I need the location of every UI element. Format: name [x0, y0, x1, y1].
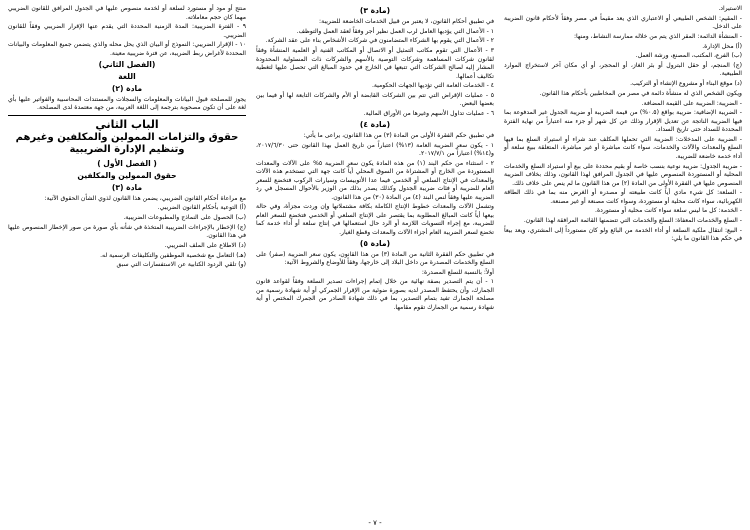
paragraph: (د) الاطلاع على الملف الضريبي.: [164, 241, 246, 249]
paragraph: الاستيراد.: [718, 5, 742, 12]
paragraph: - المنشأة الدائمة: المقر الذي يتم من خلاله ممارسة النشاط، ومنها:: [573, 32, 742, 40]
paragraph: يجوز للمصلحة قبول البيانات والمعلومات والسجلات والمستندات المحاسبية والفواتير عليها بأي لغة على أن تكون مصحوبة بترجمة إلى اللغة العربية، من جهة معتمدة لدى المصلحة.: [8, 95, 246, 112]
paragraph: (ب) الفرع، المكتب، المصنع، ورشة العمل.: [635, 52, 742, 60]
page-number: - ٧ -: [368, 519, 382, 527]
chapter-one-heading: ( الفصل الأول ): [97, 158, 157, 168]
paragraph: في تطبيق حكم الفقرة الأولى من المادة (٣) من هذا القانون، يراعى ما يأتي:: [303, 131, 494, 139]
paragraph: - الضريبة: الضريبة على القيمة المضافة.: [641, 99, 742, 107]
article-5-body: [256, 251, 494, 313]
paragraph: (ج) المنجم، أو حقل البترول أو بئر الغاز، أو المحجر، أو أي مكان آخر لاستخراج الموارد الطبيعية.: [504, 61, 742, 78]
article-2-body: [8, 96, 246, 113]
paragraph: (ب) الحصول على النماذج والمطبوعات الضريبية.: [123, 213, 246, 221]
paragraph: (هـ) التعامل مع شخصية الموظفين والتكليفات الرسمية له.: [100, 251, 246, 259]
paragraph: - الضريبة على المدخلات: الضريبة التي تحملها المكلف عند شراء أو استيراد السلع بما فيها السلع والمعدات والآلات والخدمات، سواء كانت مباشرة أو غير مباشرة، المتعلقة ببيع سلعة أو أداء خدمة خاضعة للضريبة.: [504, 135, 742, 160]
paragraph: ٢ - الأعمال التي يقوم بها الشركاء المتضامنون في شركات الأشخاص بناء على عقد الشركة.: [265, 37, 494, 45]
article-5-heading: (مادة ٥): [359, 238, 391, 248]
definitions-end: [8, 5, 246, 58]
paragraph: مع مراعاة أحكام القانون الضريبي، يضمن هذا القانون لذوي الشأن الحقوق الآتية:: [44, 194, 246, 202]
paragraph: ٣ - الأعمال التي تقوم مكاتب التمثيل أو الاتصال أو المكاتب الفنية أو العلمية المنشأة وفقاً لقانون شركات المساهمة وشركات التوصية بالأسهم والشركات ذات المسئولية المحدودة المشار إليه لصالح الشركات التي تتبعها في الخارج في حدود المبالغ التي تحصل عليها لتغطية تكاليف أعمالها.: [256, 47, 494, 80]
divider: [8, 115, 246, 116]
article-3-body: [256, 18, 494, 119]
paragraph: في تطبيق حكم الفقرة الثانية من المادة (٣) من هذا القانون، يكون سعر الضريبة (صفر) على السلع والخدمات المصدرة من داخل البلاد إلى خارجها، وفقاً للأوضاع والشروط الآتية:: [256, 250, 494, 267]
paragraph: منتج أو مود أو مستورد لسلعة أو لخدمة منصوص عليها في الجدول المرافق للقانون الضريبي مهما كان حجم معاملاته.: [8, 5, 246, 21]
column-right: [501, 4, 745, 516]
paragraph: (ج) الإخطار بالإجراءات الضريبية المتخذة في شأنه بأي صورة من صور الإخطار المنصوص عليها في هذا القانون.: [8, 223, 246, 240]
paragraph: - السلعة: كل شيء مادي أياً كانت طبيعته أو مصدره أو الغرض منه بما في ذلك الطاقة الكهربائية، سواء كانت محلية أو مستوردة، وسواء كانت مصنعة أو غير مصنعة.: [504, 189, 742, 205]
column-left: [5, 4, 249, 516]
paragraph: ويكون الشخص الذي له منشأة دائمة في مصر من المخاطبين بأحكام هذا القانون.: [539, 89, 742, 97]
paragraph: ٢ - استثناء من حكم البند (١) من هذه المادة يكون سعر الضريبة ٥% على الآلات والمعدات المستوردة من الخارج أو المشتراة من السوق المحلي أياً كانت جهة التي تستخدم هذه الآلات والمعدات في الإنتاج السلعي أو الخدمي فيما عدا الأتوبيسات وسيارات الركوب فتخضع للسعر العام للضريبة أو فئات ضريبة الجدول وكذلك يصدر بذلك من الوزير بالأحوال المسجل في رد الضريبة عليها وفقاً لنص البند (٤) من المادة (٣٠) من هذا القانون.: [256, 159, 494, 201]
paragraph: - المقيم: الشخص الطبيعي أو الاعتباري الذي يعد مقيماً في مصر وفقاً لأحكام قانون الضريبة على الدخل.: [504, 14, 742, 31]
paragraph: ١ - يكون سعر الضريبة العامة (١٣%) اعتباراً من تاريخ العمل بهذا القانون حتى ٢٠١٧/٦/٣٠، و(١٤%) اعتباراً من ٢٠١٧/٧/١.: [256, 141, 494, 157]
paragraph: - السلع والخدمات المعفاة: السلع والخدمات التي تتضمنها القائمة المرافقة لهذا القانون.: [523, 217, 742, 225]
rights-subtitle: حقوق الممولين والمكلفين: [77, 170, 177, 180]
rights-title: حقوق والتزامات الممولين والمكلفين وغيرهم وتنظيم الإدارة الضريبية: [15, 131, 239, 156]
paragraph: (أ) التوعية بأحكام القانون الضريبي.: [157, 204, 246, 212]
paragraph: وتشمل الآلات والمعدات خطوط الإنتاج الكاملة بكافة مشتملاتها وإن وردت مجزأة، وفي حالة بيعها أياً كانت المبالغ المطلوبة بما يقتصر على الإنتاج السلعي أو الخدمي فتخضع للسعر العام للضريبة، مع إجراء التسويات اللازمة أو الرد حال استعمالها في إنتاج سلعة أو أداء خدمة كما تخضع لسعر الضريبة العام أجزاء الآلات والمعدات وقطع الغيار.: [256, 203, 494, 236]
paragraph: ١ - أن يتم التصدير بصفة نهائية من خلال إتمام إجراءات تصدير السلعة وفقاً لقواعد قانون الجمارك، وأن يحتفظ المصدر لديه بصورة ضوئية من الإقرار الجمركي أو أية شهادة رسمية من مصلحة الجمارك تفيد بتمام التصدير، بما في ذلك شهادة الصادر من الجمرك المختص أو أية شهادة رسمية من الجمارك تقوم مقامها.: [256, 278, 494, 311]
article-3-heading: (مادة ٣): [359, 6, 391, 15]
paragraph: ٦ - عمليات تداول الأسهم وغيرها من الأوراق المالية.: [363, 110, 494, 118]
columns: [5, 4, 745, 516]
article-4-body: [256, 132, 494, 238]
paragraph: (د) موقع البناء أو مشروع الإنشاء أو التركيب.: [630, 80, 742, 88]
article-4-heading: (مادة ٤): [359, 119, 391, 129]
paragraph: (و) تلقي الردود الكتابية عن الاستفسارات التي سبق: [116, 261, 246, 269]
article-2-heading: مادة (٢): [111, 83, 143, 93]
paragraph: - البيع: انتقال ملكية السلعة أو أداء الخدمة من البائع ولو كان مستورداً إلى المشتري، ويعد بيعاً في حكم هذا القانون ما يلي:: [504, 226, 742, 243]
column-middle: [253, 4, 497, 516]
paragraph: ٩ - الفترة الضريبية: المدة الزمنية المحددة التي يقدم عنها الإقرار الضريبي وفقاً للقانون الضريبي.: [8, 23, 246, 39]
paragraph: - الخدمة: كل ما ليس سلعة سواء كانت محلية أو مستوردة.: [595, 207, 742, 215]
paragraph: (أ) محل الإدارة.: [702, 42, 742, 50]
paragraph: ١٠ - الإقرار الضريبي: النموذج أو البيان الذي يحل محله والذي يتضمن جميع المعلومات والبيانات المحددة لأغراض ربط الضريبة، عن فترة ضريبية معينة.: [8, 41, 246, 57]
paragraph: - الضريبة الإضافية: ضريبة بواقع (٠.٥%) من قيمة الضريبة أو ضريبة الجدول غير المدفوعة بما فيها الضريبة الناتجة عن تعديل الإقرار وذلك عن كل شهر أو جزء منه اعتباراً من نهاية الفترة المحددة للسداد حتى تاريخ السداد.: [504, 109, 742, 134]
paragraph: في تطبيق أحكام القانون، لا يعتبر من قبيل الخدمات الخاضعة للضريبة:: [319, 18, 494, 25]
language-heading: اللغة: [118, 71, 136, 81]
article-3b-heading: مادة (٣): [111, 182, 143, 192]
paragraph: ٤ - الخدمات العامة التي تؤديها الجهات الحكومية.: [371, 82, 494, 90]
paragraph: ١ - الأعمال التي يؤديها العامل لرب العمل نظير أجر وفقاً لعقد العمل والتوظف.: [296, 27, 494, 35]
rights-list: [8, 195, 246, 270]
paragraph: - ضريبة الجدول: ضريبة نوعية بنسب خاصة أو بقيم محددة على بيع أو استيراد السلع والخدمات المحلية أو المستوردة المنصوص عليها في الجدول المرافق لهذا القانون، وذلك بخلاف الضريبة المنصوص عليها في الفقرة الأولى من المادة (٢) من هذا القانون ما لم ينص على خلاف ذلك.: [504, 162, 742, 187]
paragraph: ٥ - عمليات الإقراض التي تتم بين الشركات القابضة أو الأم والشركات التابعة لها أو فيما بين بعضها البعض.: [256, 91, 494, 108]
part-two-heading: الباب الثاني: [95, 117, 159, 131]
chapter-two-heading: (الفصل الثاني): [98, 59, 156, 69]
paragraph: أولاً: بالنسبة للسلع المصدرة:: [421, 268, 494, 276]
